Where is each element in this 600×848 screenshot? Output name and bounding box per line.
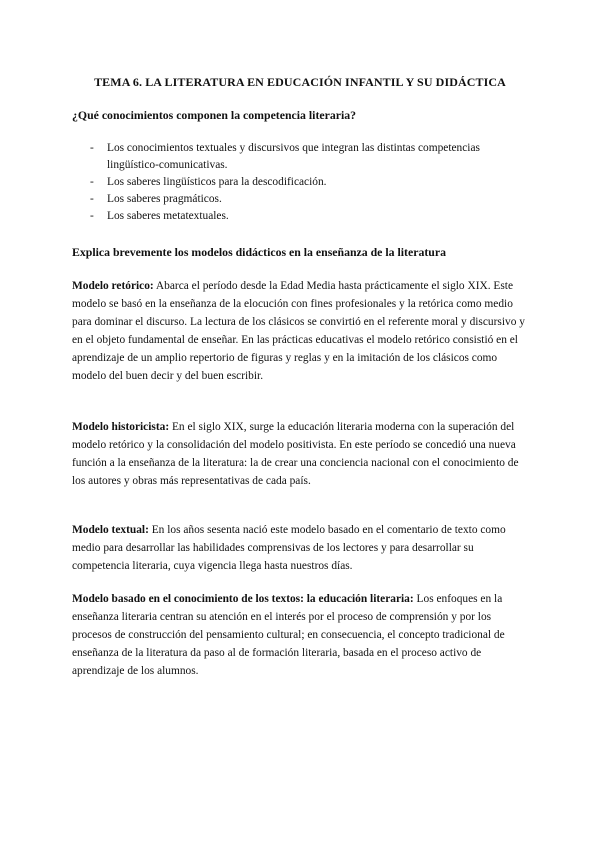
model-text: En los años sesenta nació este modelo basado en el comentario de texto como medio para desarrollar las habilidades comprensivas de los lectores y para desarrollar su competencia literaria, cuya vigencia llega hasta nuestros días.: [72, 524, 506, 572]
bullet-dash: -: [90, 176, 94, 188]
question-heading-modelos: Explica brevemente los modelos didácticos en la enseñanza de la literatura: [72, 245, 446, 259]
list-item: [90, 191, 510, 208]
list-item: [90, 140, 510, 174]
document-title: TEMA 6. LA LITERATURA EN EDUCACIÓN INFANTIL Y SU DIDÁCTICA: [94, 75, 506, 89]
list-item-text: Los saberes lingüísticos para la descodificación.: [107, 176, 327, 188]
model-heading: Modelo textual:: [72, 524, 149, 536]
bullet-list: [90, 140, 510, 225]
list-item: [90, 208, 510, 225]
bullet-dash: -: [90, 142, 94, 154]
model-paragraph-educacion-literaria: [72, 590, 530, 680]
model-heading: Modelo retórico:: [72, 280, 154, 292]
model-paragraph-textual: [72, 521, 530, 575]
model-heading: Modelo historicista:: [72, 421, 170, 433]
model-text: En el siglo XIX, surge la educación literaria moderna con la superación del modelo retórico y la consolidación del modelo positivista. En este período se concedió una nueva función a la enseñanza de la literatura: la de crear una conciencia nacional con el conocimiento de los autores y obras más representativas de cada país.: [72, 421, 519, 487]
model-heading: Modelo basado en el conocimiento de los textos: la educación literaria:: [72, 593, 414, 605]
list-item: [90, 174, 510, 191]
list-item-text: Los conocimientos textuales y discursivos que integran las distintas competencias lingüístico-comunicativas.: [107, 142, 480, 171]
model-text: Los enfoques en la enseñanza literaria centran su atención en el interés por el proceso de comprensión y por los procesos de construcción del pensamiento cultural; en consecuencia, el concepto tradicional de enseñanza de la literatura da paso al de formación literaria, basada en el proceso activo de aprendizaje de los alumnos.: [72, 593, 505, 677]
model-text: Abarca el período desde la Edad Media hasta prácticamente el siglo XIX. Este modelo se basó en la enseñanza de la elocución con fines profesionales y la retórica como medio para dominar el discurso. La lectura de los clásicos se convirtió en el referente moral y discursivo y en el objeto fundamental de enseñar. En las prácticas educativas el modelo retórico consistió en el aprendizaje de un amplio repertorio de figuras y reglas y en la imitación de los clásicos como modelo del buen decir y del buen escribir.: [72, 280, 525, 382]
model-paragraph-retorico: [72, 277, 530, 385]
bullet-dash: -: [90, 193, 94, 205]
list-item-text: Los saberes metatextuales.: [107, 210, 229, 222]
bullet-dash: -: [90, 210, 94, 222]
list-item-text: Los saberes pragmáticos.: [107, 193, 222, 205]
question-heading-competencia: ¿Qué conocimientos componen la competencia literaria?: [72, 108, 357, 122]
model-paragraph-historicista: [72, 418, 530, 490]
